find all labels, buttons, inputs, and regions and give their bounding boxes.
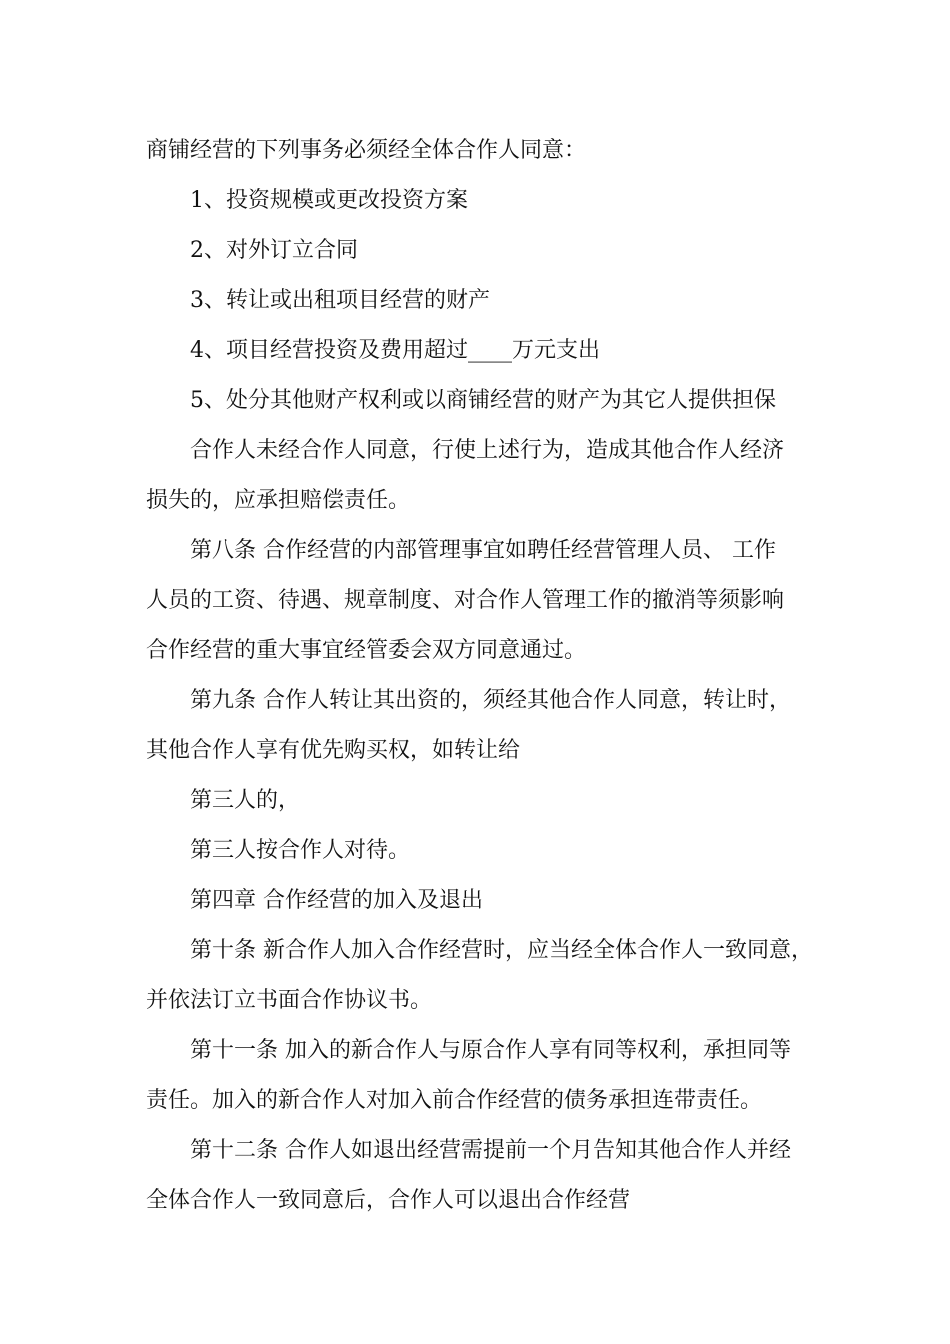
text-line: 责任。加入的新合作人对加入前合作经营的债务承担连带责任。 [146,1088,763,1113]
list-item: 3、转让或出租项目经营的财产 [190,288,490,313]
list-item: 2、对外订立合同 [190,238,358,263]
article-line: 第十二条 合作人如退出经营需提前一个月告知其他合作人并经 [190,1138,791,1163]
text-line: 人员的工资、待遇、规章制度、对合作人管理工作的撤消等须影响 [146,588,785,613]
text-line: 并依法订立书面合作协议书。 [146,988,433,1013]
list-item: 4、项目经营投资及费用超过____万元支出 [190,338,600,363]
text-line: 损失的，应承担赔偿责任。 [146,488,411,513]
text-line: 第三人的， [190,788,301,813]
text-line: 全体合作人一致同意后，合作人可以退出合作经营 [146,1188,631,1213]
text-line: 其他合作人享有优先购买权，如转让给 [146,738,521,763]
text-line: 合作人未经合作人同意，行使上述行为，造成其他合作人经济 [190,438,785,463]
text-line: 合作经营的重大事宜经管委会双方同意通过。 [146,638,587,663]
article-line: 第八条 合作经营的内部管理事宜如聘任经营管理人员、 工作 [190,538,776,563]
text-line: 第三人按合作人对待。 [190,838,411,863]
article-line: 第十条 新合作人加入合作经营时，应当经全体合作人一致同意， [190,938,813,963]
list-item: 5、处分其他财产权利或以商铺经营的财产为其它人提供担保 [190,388,776,413]
text-line: 商铺经营的下列事务必须经全体合作人同意： [146,138,587,163]
list-item: 1、投资规模或更改投资方案 [190,188,468,213]
article-line: 第九条 合作人转让其出资的，须经其他合作人同意，转让时， [190,688,791,713]
chapter-heading: 第四章 合作经营的加入及退出 [190,888,483,913]
article-line: 第十一条 加入的新合作人与原合作人享有同等权利，承担同等 [190,1038,791,1063]
